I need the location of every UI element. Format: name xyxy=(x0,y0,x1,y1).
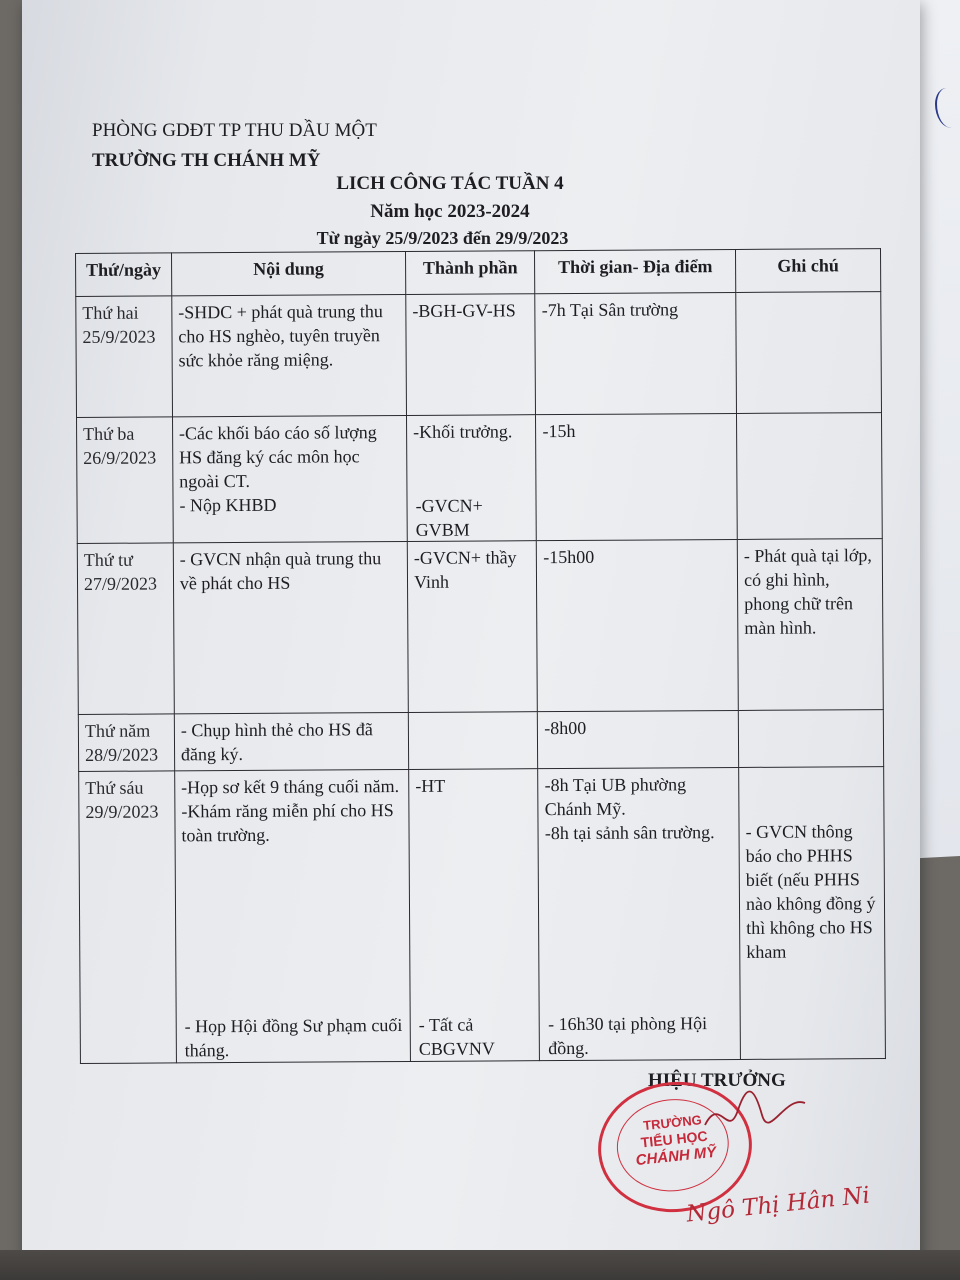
day-date: 29/9/2023 xyxy=(85,801,159,822)
time-line: -15h xyxy=(542,420,576,442)
time-cell xyxy=(537,539,739,711)
content-line: -Khám răng miễn phí cho HS toàn trường. xyxy=(181,800,394,846)
day-date: 25/9/2023 xyxy=(82,326,156,347)
day-cell xyxy=(78,714,174,772)
time-line: -15h00 xyxy=(543,546,595,568)
time-line: -8h tại sảnh sân trường. xyxy=(544,822,715,844)
principal-title: HIỆU TRƯỞNG xyxy=(648,1070,786,1091)
members-cell xyxy=(408,712,538,770)
content-cell xyxy=(172,415,407,542)
note-text xyxy=(743,417,875,418)
content-cell xyxy=(174,712,408,770)
header-time-place: Thời gian- Địa điểm xyxy=(535,249,736,293)
header-members: Thành phần xyxy=(406,251,536,295)
day-date: 28/9/2023 xyxy=(85,744,159,765)
day-date: 26/9/2023 xyxy=(83,447,157,468)
day-name: Thứ sáu xyxy=(85,777,144,798)
members-line xyxy=(415,716,531,717)
content-cell xyxy=(173,541,408,713)
org-name: PHÒNG GDĐT TP THU DẦU MỘT xyxy=(92,120,377,141)
members-line: -Khối trưởng. xyxy=(413,421,513,442)
note-cell xyxy=(739,767,886,1060)
table-row xyxy=(77,539,883,715)
signature-stroke xyxy=(700,1085,810,1145)
table-row xyxy=(77,413,883,544)
content-line: -SHDC + phát quà trung thu cho HS nghèo, tuyên truyền sức khỏe răng miệng. xyxy=(178,301,383,371)
day-date: 27/9/2023 xyxy=(83,573,158,594)
members-line: - Tất cả CBGVNV xyxy=(418,1014,495,1059)
content-line: -Các khối báo cáo số lượng HS đăng ký các môn học ngoài CT. xyxy=(178,422,377,492)
day-name: Thứ tư xyxy=(83,549,133,570)
seal-text: TIỂU HỌC xyxy=(640,1127,709,1151)
seal-text: CHÁNH MỸ xyxy=(634,1143,718,1170)
members-line: -GVCN+ thầy Vinh xyxy=(413,547,517,592)
content-line: - Chụp hình thẻ cho HS đã đăng ký. xyxy=(180,719,373,765)
content-line: - GVCN nhận quà trung thu về phát cho HS xyxy=(179,548,382,594)
signature-name: Ngô Thị Hân Ni xyxy=(685,1182,872,1228)
day-cell xyxy=(76,296,173,418)
table-header-row xyxy=(76,249,881,297)
time-line: -7h Tại Sân trường xyxy=(541,299,679,321)
time-cell xyxy=(535,292,736,414)
date-range: Từ ngày 25/9/2023 đến 29/9/2023 xyxy=(316,228,569,248)
table-row xyxy=(78,710,883,772)
content-line: -Họp sơ kết 9 tháng cuối năm. xyxy=(181,776,400,798)
note-text: - Phát quà tại lớp, có ghi hình, phong chữ trên màn hình. xyxy=(743,545,872,638)
time-cell xyxy=(538,767,740,1060)
members-line: -GVCN+ GVBM xyxy=(415,495,483,540)
time-line: -8h00 xyxy=(544,717,587,739)
table-row xyxy=(79,767,886,1064)
members-line: -HT xyxy=(415,775,446,796)
members-cell xyxy=(407,541,537,713)
table-row xyxy=(76,292,882,418)
header-content: Nội dung xyxy=(171,251,405,295)
header-note: Ghi chú xyxy=(736,249,881,293)
content-cell xyxy=(175,769,411,1062)
day-cell xyxy=(77,417,174,544)
note-text xyxy=(742,296,874,297)
note-text: - GVCN thông báo cho PHHS biết (nếu PHHS nào không đồng ý thì không cho HS kham xyxy=(745,821,876,962)
members-cell xyxy=(409,769,540,1062)
content-line: - Họp Hội đồng Sư phạm cuối tháng. xyxy=(184,1015,403,1061)
day-cell xyxy=(79,771,177,1064)
time-line: -8h Tại UB phường Chánh Mỹ. xyxy=(544,774,687,820)
schedule-table xyxy=(75,248,886,1064)
school-year: Năm học 2023-2024 xyxy=(370,201,530,222)
content-line: - Nộp KHBD xyxy=(179,494,277,516)
seal-text: TRƯỜNG xyxy=(642,1112,703,1134)
day-name: Thứ ba xyxy=(83,423,135,444)
school-name: TRƯỜNG TH CHÁNH MỸ xyxy=(92,150,321,171)
note-cell xyxy=(738,710,883,768)
document-title: LICH CÔNG TÁC TUẦN 4 xyxy=(336,173,564,194)
members-cell xyxy=(407,415,537,542)
time-cell xyxy=(538,710,739,768)
members-cell xyxy=(406,294,536,416)
day-name: Thứ hai xyxy=(82,302,139,323)
note-text xyxy=(745,714,877,715)
note-cell xyxy=(737,413,883,540)
note-cell xyxy=(736,292,882,414)
table-surface xyxy=(0,1250,960,1280)
day-name: Thứ năm xyxy=(84,720,151,741)
time-line: - 16h30 tại phòng Hội đồng. xyxy=(548,1013,708,1059)
header-day: Thứ/ngày xyxy=(76,253,172,297)
note-cell xyxy=(737,539,883,711)
members-line: -BGH-GV-HS xyxy=(412,300,516,321)
content-cell xyxy=(172,294,407,416)
day-cell xyxy=(77,543,174,715)
time-cell xyxy=(536,413,737,540)
